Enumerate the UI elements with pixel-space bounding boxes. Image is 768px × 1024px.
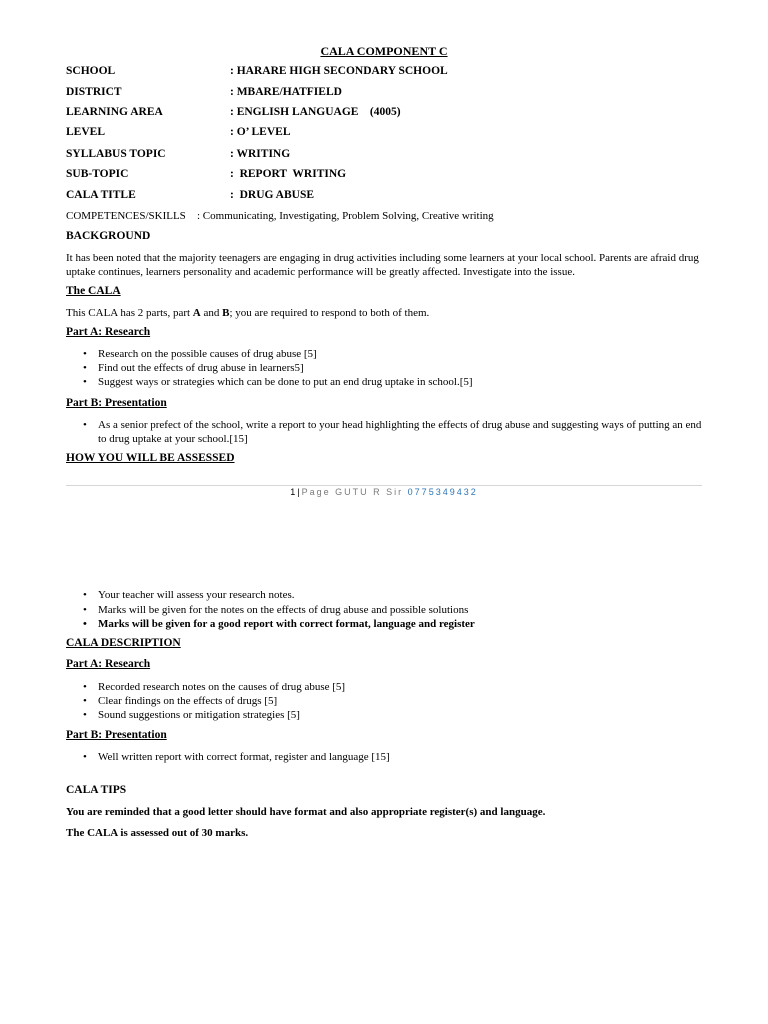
meta-value: : MBARE/HATFIELD bbox=[230, 86, 342, 98]
meta-label: LEARNING AREA bbox=[66, 106, 163, 118]
meta-label: DISTRICT bbox=[66, 86, 122, 98]
the-cala-heading: The CALA bbox=[66, 285, 121, 297]
tips-line-format: You are reminded that a good letter should have format and also appropriate register(s) and language. bbox=[66, 806, 546, 818]
meta-value: : REPORT WRITING bbox=[230, 168, 347, 180]
meta-label: CALA TITLE bbox=[66, 189, 136, 201]
meta-value: : O’ LEVEL bbox=[230, 126, 291, 138]
list-item: • As a senior prefect of the school, write a report to your head highlighting the effects of drug abuse and suggesting ways of putting an end to drug uptake at your school.[15] bbox=[98, 418, 708, 446]
part-b-heading: Part B: Presentation bbox=[66, 397, 167, 409]
description-heading: CALA DESCRIPTION bbox=[66, 637, 181, 649]
meta-label: SUB-TOPIC bbox=[66, 168, 129, 180]
meta-row-school bbox=[66, 65, 726, 83]
meta-label: SCHOOL bbox=[66, 65, 116, 77]
footer-separator: | bbox=[297, 487, 302, 497]
list-item: • Find out the effects of drug abuse in learners5] bbox=[98, 361, 708, 375]
meta-value: : WRITING bbox=[230, 148, 291, 160]
meta-row-cala-title bbox=[66, 189, 726, 207]
list-item: • Sound suggestions or mitigation strategies [5] bbox=[98, 708, 708, 722]
footer-phone: 0775349432 bbox=[407, 487, 478, 497]
meta-row-district bbox=[66, 86, 726, 104]
the-cala-text-and: and bbox=[200, 307, 223, 319]
meta-row-learning-area bbox=[66, 106, 726, 124]
the-cala-text-post: ; you are required to respond to both of them. bbox=[229, 307, 430, 319]
list-item: • Well written report with correct format, register and language [15] bbox=[98, 750, 708, 764]
competences-row bbox=[66, 210, 494, 222]
meta-label: LEVEL bbox=[66, 126, 105, 138]
tips-heading: CALA TIPS bbox=[66, 784, 127, 796]
description-part-b-heading: Part B: Presentation bbox=[66, 729, 167, 741]
meta-row-sub-topic bbox=[66, 168, 726, 186]
competences-label: COMPETENCES/SKILLS bbox=[66, 210, 186, 222]
the-cala-text bbox=[66, 306, 706, 320]
page-footer bbox=[0, 487, 768, 497]
list-item: • Recorded research notes on the causes of drug abuse [5] bbox=[98, 680, 708, 694]
background-text: It has been noted that the majority teenagers are engaging in drug activities including some learners at your local school. Parents are afraid drug uptake continues, learners personality and academic performance will be greatly affected. Investigate into the issue. bbox=[66, 252, 699, 278]
page-number: 1 bbox=[290, 487, 298, 497]
tips-line-marks: The CALA is assessed out of 30 marks. bbox=[66, 827, 249, 839]
document-title: CALA COMPONENT C bbox=[320, 44, 448, 58]
part-a-heading: Part A: Research bbox=[66, 326, 151, 338]
footer-text: Page GUTU R Sir bbox=[301, 487, 404, 497]
meta-label: SYLLABUS TOPIC bbox=[66, 148, 166, 160]
meta-row-syllabus-topic bbox=[66, 148, 726, 166]
competences-value: : Communicating, Investigating, Problem Solving, Creative writing bbox=[197, 210, 494, 222]
list-item: • Marks will be given for the notes on the effects of drug abuse and possible solutions bbox=[98, 603, 708, 617]
list-item: • Clear findings on the effects of drugs [5] bbox=[98, 694, 708, 708]
assessed-heading: HOW YOU WILL BE ASSESSED bbox=[66, 452, 235, 464]
list-item: • Research on the possible causes of drug abuse [5] bbox=[98, 347, 708, 361]
part-a-letter: A bbox=[192, 307, 201, 319]
part-b-letter: B bbox=[222, 307, 230, 319]
list-item: • Your teacher will assess your research notes. bbox=[98, 588, 708, 602]
the-cala-text-pre: This CALA has 2 parts, part bbox=[66, 307, 193, 319]
meta-value: : HARARE HIGH SECONDARY SCHOOL bbox=[230, 65, 448, 77]
page-divider bbox=[66, 485, 702, 486]
list-item: • Marks will be given for a good report with correct format, language and register bbox=[98, 617, 708, 631]
description-part-a-heading: Part A: Research bbox=[66, 658, 151, 670]
background-heading: BACKGROUND bbox=[66, 230, 151, 242]
meta-value: : DRUG ABUSE bbox=[230, 189, 315, 201]
meta-row-level bbox=[66, 126, 726, 144]
meta-value: : ENGLISH LANGUAGE (4005) bbox=[230, 106, 401, 118]
list-item: • Suggest ways or strategies which can be done to put an end drug uptake in school.[5] bbox=[98, 375, 708, 389]
